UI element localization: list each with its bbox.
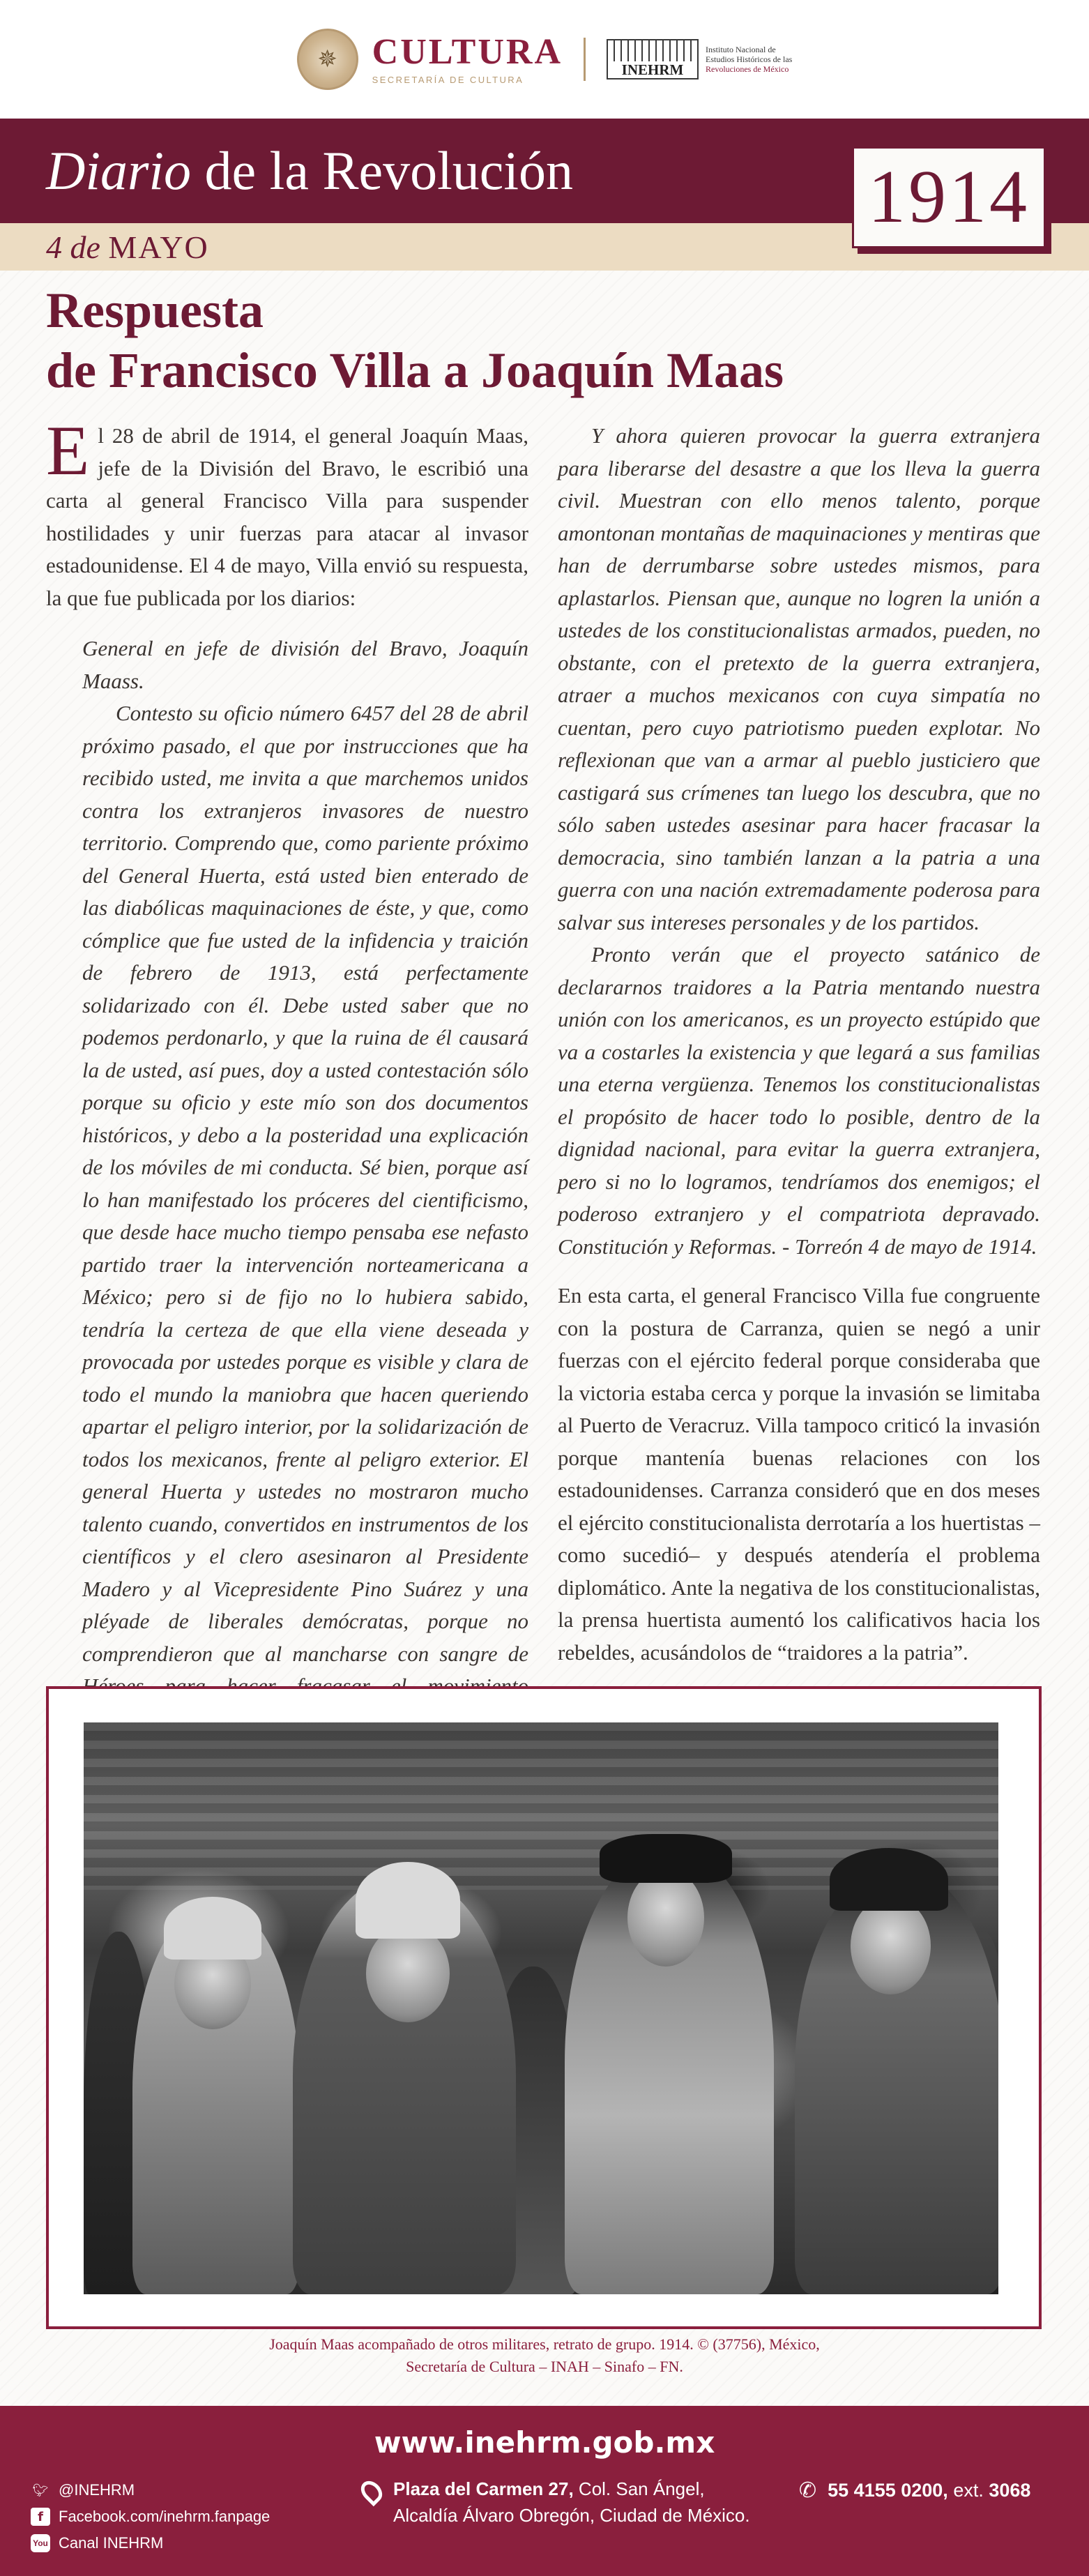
letter-paragraph-3: Pronto verán que el proyecto satánico de declararnos traidores a la Patria mentando nuestra unión con los americanos, es un proyecto estúpido que va a costarles la existencia y que legará a sus familias una eterna vergüenza. Tenemos los constitucionalistas el propósito de hacer todo lo posible, dentro de la dignidad nacional, para evitar la guerra extranjera, pero si no lo logramos, tendríamos dos enemigos; el poderoso extranjero y el compatriota depravado. Constitución y Reformas. - Torreón 4 de mayo de 1914.	[558, 942, 1040, 1259]
cultura-subtitle: SECRETARÍA DE CULTURA	[372, 74, 524, 85]
year-badge: 1914	[852, 146, 1046, 248]
inehrm-building-icon	[607, 39, 699, 79]
footer	[0, 2406, 1089, 2576]
facebook-link[interactable]: f Facebook.com/inehrm.fanpage	[31, 2503, 270, 2530]
masthead-title: Diario de la Revolución	[46, 140, 574, 201]
closing-paragraph: En esta carta, el general Francisco Villa fue congruente con la postura de Carranza, quien se negó a unir fuerzas con el ejército federal porque consideraba que la victoria estaba cerca y porque la invasión se limitaba al Puerto de Veracruz. Villa tampoco criticó la invasión porque mantenía buenas relaciones con los estadounidenses. Carranza consideró que en dos meses el ejército constitucionalista derrotaría a los huertistas –como sucedió– y después atendería el problema diplomático. Ante la negativa de los constitucionalistas, la prensa huertista aumentó los calificativos hacia los rebeldes, acusándolos de “traidores a la patria”.	[558, 1283, 1040, 1665]
letter-quote	[82, 632, 528, 1768]
youtube-icon: You	[31, 2534, 50, 2552]
inehrm-logo[interactable]	[607, 39, 792, 79]
seal-icon: ✵	[297, 29, 358, 90]
facebook-icon: f	[31, 2508, 50, 2526]
cultura-title: CULTURA	[372, 31, 563, 72]
phone-contact[interactable]: ✆ 55 4155 0200, ext. 3068	[799, 2478, 1031, 2503]
phone-icon: ✆	[799, 2478, 817, 2503]
drop-cap: E	[46, 411, 90, 490]
article-column-right	[558, 420, 1040, 1669]
twitter-icon: 🐦︎	[32, 2483, 49, 2497]
letter-paragraph-1: Contesto su oficio número 6457 del 28 de abril próximo pasado, el que por instrucciones que ha recibido usted, me invita a que marchemos unidos contra los extranjeros invasores de nuestro territorio. Comprendo que, como pariente próximo del General Huerta, está usted bien enterado de las diabólicas maquinaciones de éste, y que, como cómplice que fue usted de la infidencia y traición de febrero de 1913, está perfectamente solidarizado con él. Debe usted saber que no podemos perdonarlo, y que la ruina de él causará la de usted, así pues, doy a usted contestación sólo porque su oficio y este mío son dos documentos históricos, y debo a la posteridad una explicación de los móviles de mi conducta. Sé bien, porque así lo han manifestado los próceres del cientificismo, que desde hace mucho tiempo pensaba ese nefasto partido traer la intervención norteamericana a México; pero si de fijo no lo hubiera sabido, tendría la certeza de que ella viene deseada y provocada por ustedes porque es visible y clara de todo el mundo la maniobra que hacen queriendo apartar el peligro interior, por la solidarización de todos los mexicanos, frente al peligro exterior. El general Huerta y ustedes no mostraron mucho talento cuando, convertidos en instrumentos de los científicos y el clero asesinaron al Presidente Madero y al Vicepresidente Pino Suárez y una pléyade de liberales demócratas, porque no comprendieron que al mancharse con sangre de	[82, 701, 528, 1666]
logo-divider	[584, 38, 586, 81]
website-link[interactable]: www.inehrm.gob.mx	[374, 2425, 715, 2460]
social-links	[31, 2477, 270, 2556]
intro-paragraph: El 28 de abril de 1914, el general Joaquín Maas, jefe de la División del Bravo, le escribió una carta al general Francisco Villa para suspender hostilidades y unir fuerzas para atacar al invasor estadounidense. El 4 de mayo, Villa envió su respuesta, la que fue publicada por los diarios:	[46, 411, 528, 610]
cultura-logo[interactable]	[297, 29, 563, 90]
youtube-link[interactable]: You Canal INEHRM	[31, 2530, 270, 2556]
inehrm-logo-text: INEHRM	[608, 61, 697, 78]
twitter-link[interactable]: 🐦︎ @INEHRM	[31, 2477, 270, 2503]
logo-header	[0, 0, 1089, 119]
historical-group-photo	[84, 1722, 998, 2294]
location-pin-icon	[357, 2477, 386, 2506]
issue-date: 4 de MAYO	[46, 229, 209, 265]
photo-frame	[46, 1686, 1042, 2329]
article-headline: Respuesta de Francisco Villa a Joaquín Maas	[46, 282, 784, 398]
article-column-left	[46, 411, 528, 1768]
address: Plaza del Carmen 27, Col. San Ángel, Alcaldía Álvaro Obregón, Ciudad de México.	[363, 2476, 750, 2529]
inehrm-description: Instituto Nacional de Estudios Históricos de las Revoluciones de México	[706, 45, 793, 74]
letter-salutation: General en jefe de división del Bravo, Joaquín Maass.	[82, 636, 528, 693]
letter-paragraph-2: Y ahora quieren provocar la guerra extranjera para liberarse del desastre a que los lleva la guerra civil. Muestran con ello menos talento, porque amontonan montañas de maquinaciones y mentiras que han de derrumbarse sobre ustedes mismos, para aplastarlos. Piensan que, aunque no logren la unión a ustedes de los constitucionalistas armados, pueden, no obstante, con el pretexto de la guerra extranjera, atraer a muchos mexicanos con cuya simpatía no cuentan, pero cuyo patriotismo pueden explotar. No reflexionan que van a armar al pueblo justiciero que castigará sus crímenes tan luego los descubra, que no sólo saben ustedes asesinar para hacer fracasar la democracia, sino también lanzan a la patria a una guerra con una nación extremadamente poderosa para salvar sus intereses personales y de los partidos.	[558, 423, 1040, 934]
photo-caption: Joaquín Maas acompañado de otros militares, retrato de grupo. 1914. © (37756), México, Secretaría de Cultura – INAH – Sinafo – FN.	[269, 2335, 820, 2375]
